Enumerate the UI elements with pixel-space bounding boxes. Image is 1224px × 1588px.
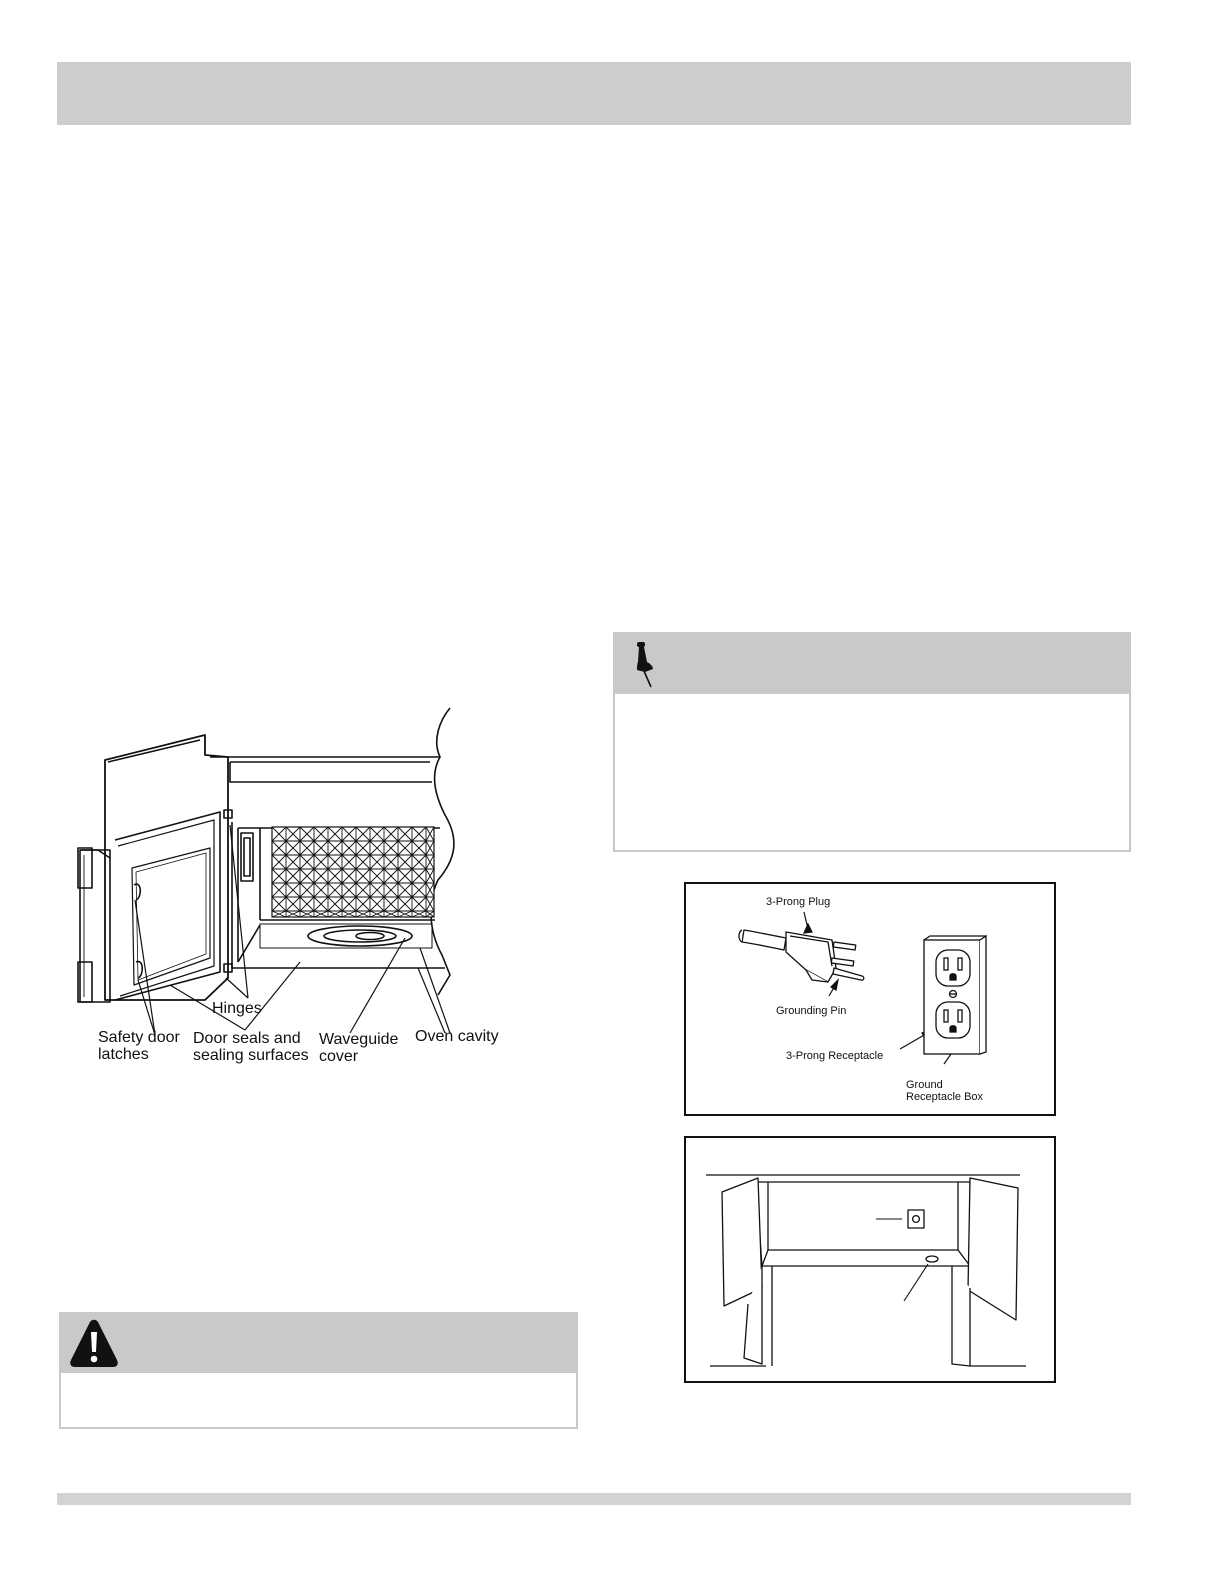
label-3-prong-receptacle: 3-Prong Receptacle — [786, 1050, 884, 1062]
label-safety-latches-1: Safety door — [98, 1029, 180, 1046]
header-band — [57, 62, 1131, 125]
label-grounding-pin: Grounding Pin — [776, 1005, 847, 1017]
push-pin-icon — [631, 638, 671, 698]
label-door-seals-2: sealing surfaces — [193, 1047, 309, 1064]
label-safety-latches-2: latches — [98, 1046, 149, 1063]
label-waveguide-2: cover — [319, 1048, 359, 1065]
footer-band — [57, 1493, 1131, 1505]
cabinet-drawing — [686, 1138, 1058, 1385]
label-3-prong-plug: 3-Prong Plug — [766, 896, 831, 908]
plug-drawing — [686, 884, 1058, 1118]
microwave-figure — [60, 700, 580, 1080]
cavity-grille — [272, 827, 434, 917]
warning-triangle-icon — [64, 1316, 124, 1376]
cabinet-figure — [684, 1136, 1056, 1383]
note-header — [613, 632, 1131, 694]
label-hinges: Hinges — [212, 1000, 262, 1017]
label-door-seals-1: Door seals and — [193, 1030, 301, 1047]
label-ground-1: Ground — [906, 1079, 943, 1091]
label-oven-cavity: Oven cavity — [415, 1028, 499, 1045]
warning-body — [59, 1373, 578, 1429]
note-body — [613, 694, 1131, 852]
warning-header — [59, 1312, 578, 1373]
microwave-drawing — [60, 700, 580, 1080]
label-ground-2: Receptacle Box — [906, 1091, 984, 1103]
label-waveguide-1: Waveguide — [319, 1031, 399, 1048]
plug-receptacle-figure — [684, 882, 1056, 1116]
